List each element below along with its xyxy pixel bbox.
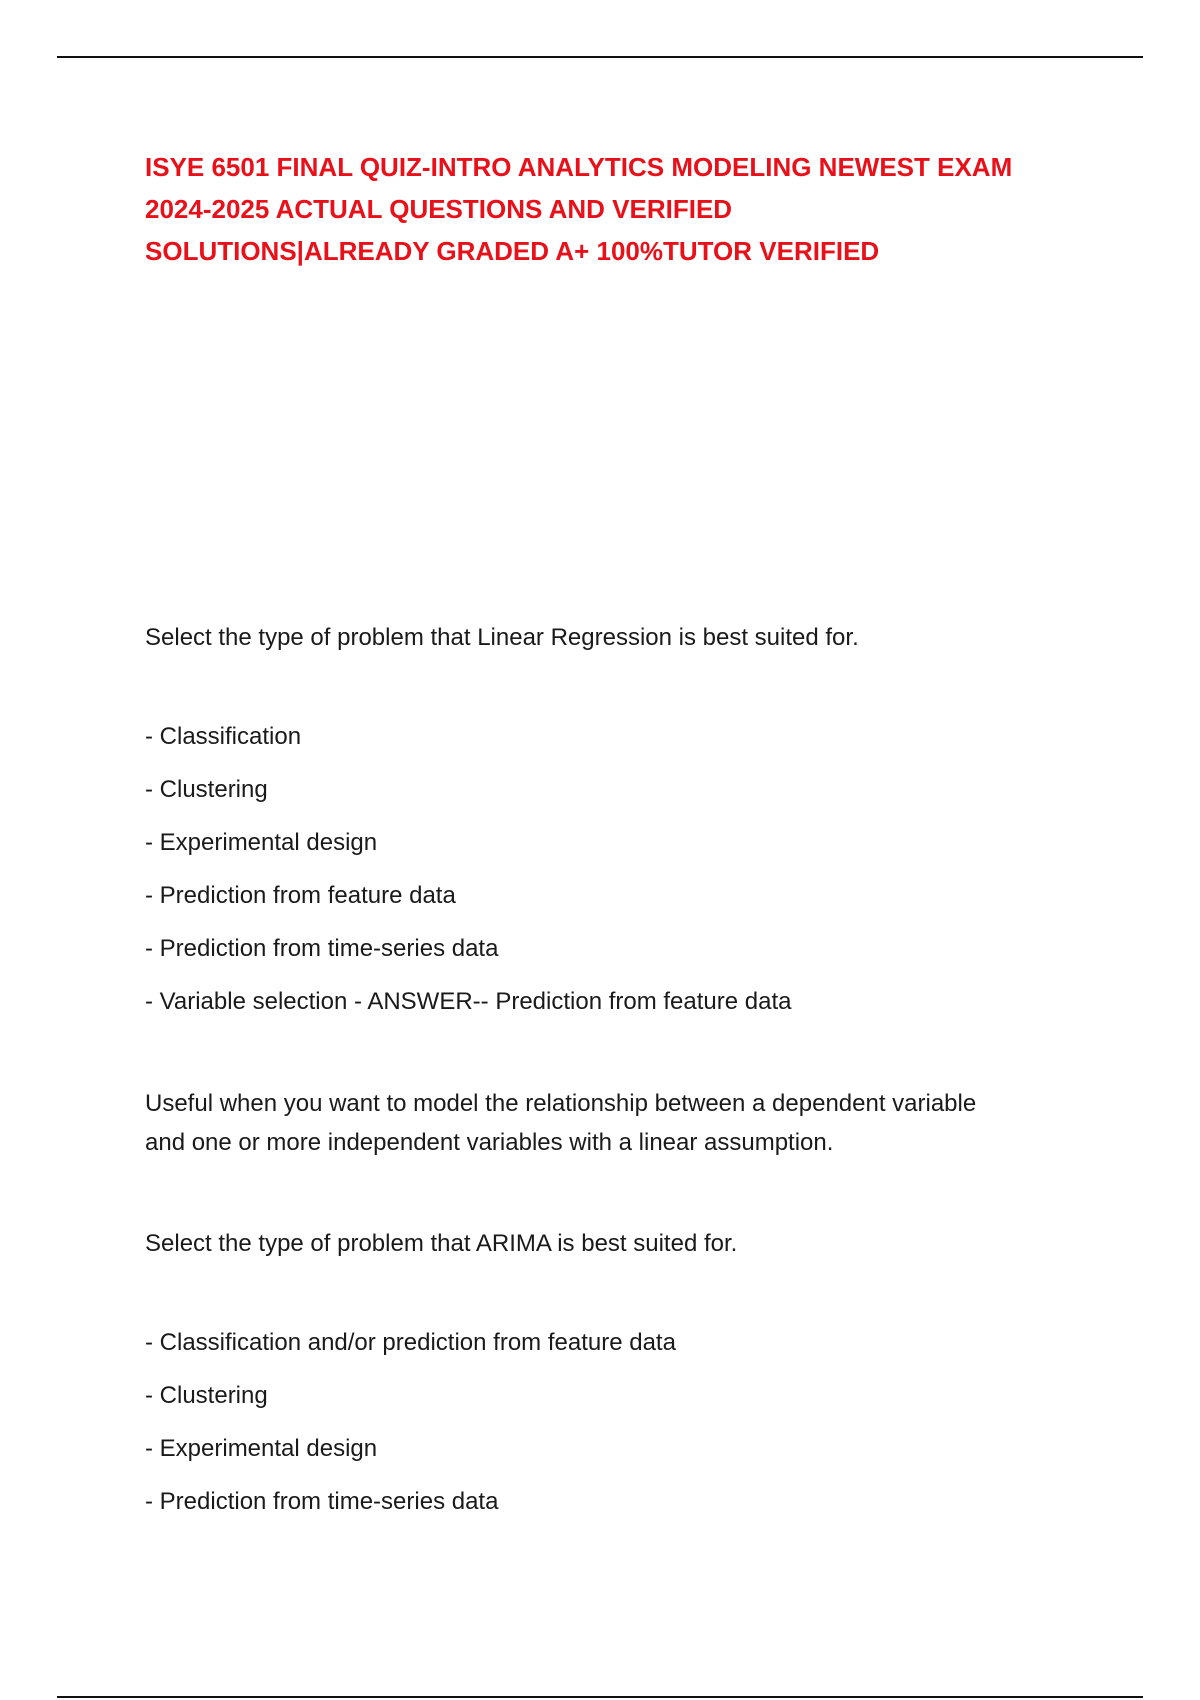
- question-2-options: [145, 1316, 1085, 1528]
- question-2-prompt: Select the type of problem that ARIMA is best suited for.: [145, 1230, 738, 1257]
- option-item-with-answer: - Variable selection - ANSWER-- Prediction from feature data: [145, 988, 792, 1015]
- document-body: [145, 620, 1085, 1528]
- option-item: - Clustering: [145, 776, 268, 803]
- title-line: SOLUTIONS|ALREADY GRADED A+ 100%TUTOR VERIFIED: [145, 236, 880, 266]
- question-1-prompt: Select the type of problem that Linear Regression is best suited for.: [145, 624, 859, 651]
- explanation-line: Useful when you want to model the relationship between a dependent variable: [145, 1090, 977, 1117]
- explanation-line: and one or more independent variables with a linear assumption.: [145, 1129, 834, 1156]
- option-item: - Classification: [145, 723, 302, 750]
- title-line: ISYE 6501 FINAL QUIZ-INTRO ANALYTICS MODELING NEWEST EXAM: [145, 152, 1013, 182]
- bottom-rule: [57, 1696, 1143, 1698]
- option-item: - Classification and/or prediction from feature data: [145, 1329, 676, 1356]
- option-item: - Clustering: [145, 1382, 268, 1409]
- title-line: 2024-2025 ACTUAL QUESTIONS AND VERIFIED: [145, 194, 733, 224]
- top-rule: [57, 56, 1143, 58]
- question-1-options: [145, 710, 1085, 1028]
- option-item: - Prediction from feature data: [145, 882, 456, 909]
- question-1-explanation: [145, 1084, 1085, 1162]
- option-item: - Prediction from time-series data: [145, 935, 499, 962]
- option-item: - Experimental design: [145, 1435, 378, 1462]
- document-title: [145, 146, 1075, 272]
- option-item: - Experimental design: [145, 829, 378, 856]
- option-item: - Prediction from time-series data: [145, 1488, 499, 1515]
